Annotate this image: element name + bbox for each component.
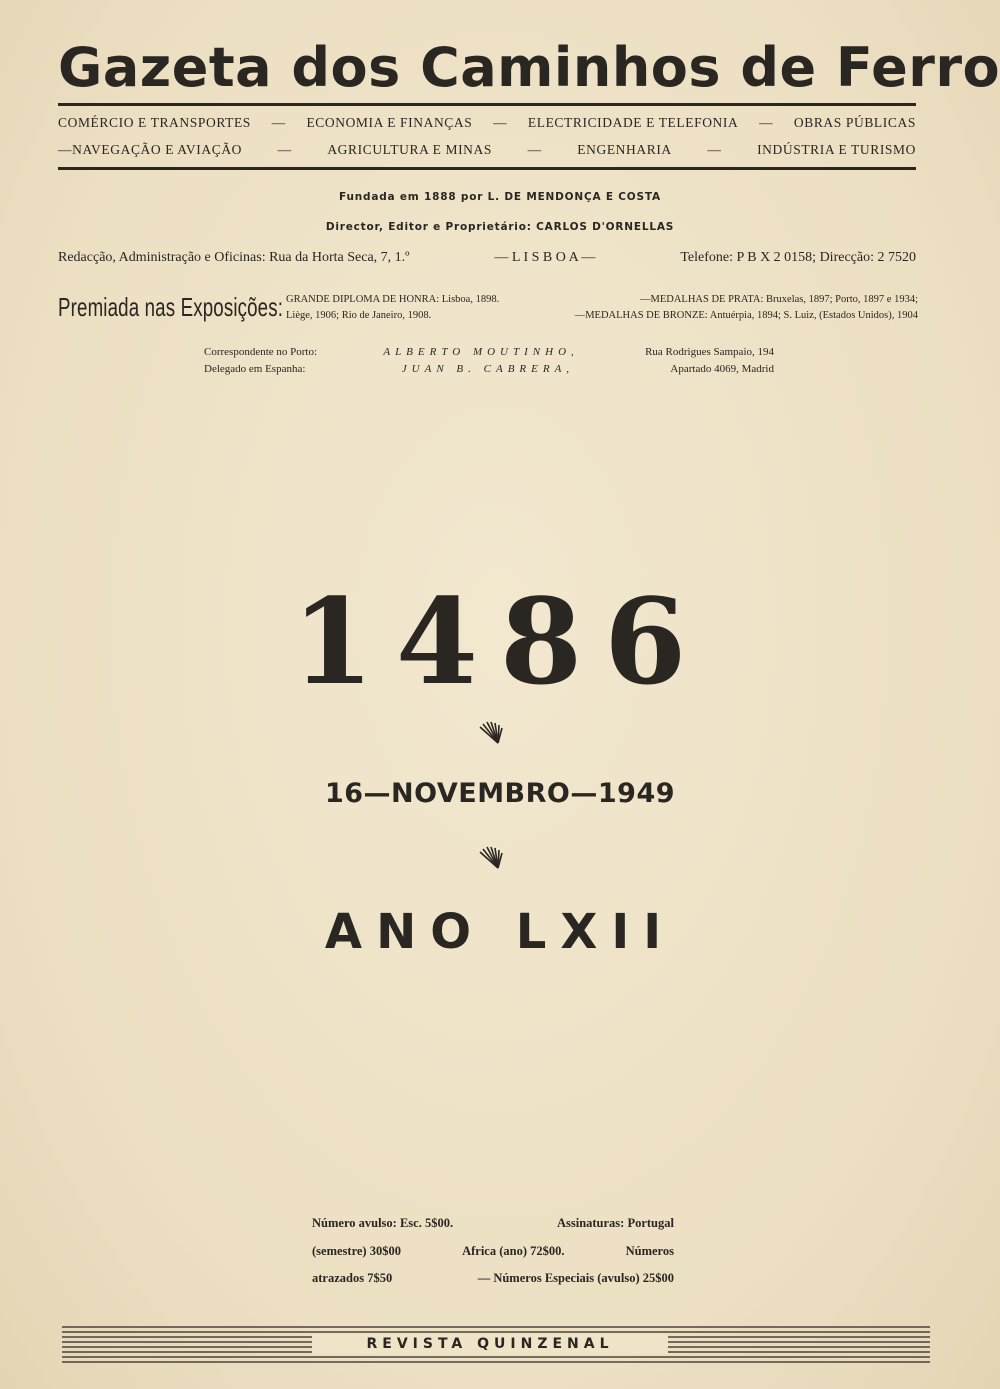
masthead-title: Gazeta dos Caminhos de Ferro bbox=[58, 36, 1000, 99]
fan-ornament-icon bbox=[478, 721, 504, 747]
awards-line-1: GRANDE DIPLOMA DE HONRA: Lisboa, 1898. —MEDALHAS DE PRATA: Bruxelas, 1897; Porto, 1897 e 1934; bbox=[286, 294, 918, 305]
address-line: Redacção, Administração e Oficinas: Rua da Horta Seca, 7, 1.º — L I S B O A — Telefone: P B X 2 0158; Direcção: 2 7520 bbox=[58, 250, 916, 265]
founded-line: Fundada em 1888 por L. DE MENDONÇA E COSTA bbox=[339, 191, 661, 203]
correspondent-porto: Correspondente no Porto: ALBERTO MOUTINHO, Rua Rodrigues Sampaio, 194 bbox=[204, 346, 774, 358]
masthead-rule-bottom bbox=[58, 167, 916, 170]
subjects-line-2: —NAVEGAÇÃO E AVIAÇÃO — AGRICULTURA E MINAS — ENGENHARIA — INDÚSTRIA E TURISMO bbox=[58, 142, 916, 157]
issue-number: 1486 bbox=[291, 572, 709, 711]
prices-line-2: (semestre) 30$00 Africa (ano) 72$00. Números bbox=[312, 1243, 674, 1258]
issue-year: ANO LXII bbox=[324, 904, 676, 960]
awards-line-2: Liège, 1906; Rio de Janeiro, 1908. —MEDALHAS DE BRONZE: Antuérpia, 1894; S. Luiz, (Estados Unidos), 1904 bbox=[286, 310, 918, 321]
subjects-line-1: COMÉRCIO E TRANSPORTES — ECONOMIA E FINANÇAS — ELECTRICIDADE E TELEFONIA — OBRAS PÚBLICAS bbox=[58, 115, 916, 130]
fan-ornament-icon bbox=[478, 846, 504, 872]
prices-line-1: Número avulso: Esc. 5$00. Assinaturas: Portugal bbox=[312, 1216, 674, 1230]
footer-label: REVISTA QUINZENAL bbox=[312, 1334, 668, 1354]
director-line: Director, Editor e Proprietário: CARLOS D'ORNELLAS bbox=[325, 221, 675, 233]
awards-label: Premiada nas Exposições: bbox=[58, 292, 284, 322]
masthead-rule-top bbox=[58, 103, 916, 106]
prices-line-3: atrazados 7$50 — Números Especiais (avulso) 25$00 bbox=[312, 1271, 674, 1285]
issue-date: 16—NOVEMBRO—1949 bbox=[324, 778, 676, 809]
correspondent-spain: Delegado em Espanha: JUAN B. CABRERA, Apartado 4069, Madrid bbox=[204, 363, 774, 375]
prices-block bbox=[312, 1210, 674, 1293]
